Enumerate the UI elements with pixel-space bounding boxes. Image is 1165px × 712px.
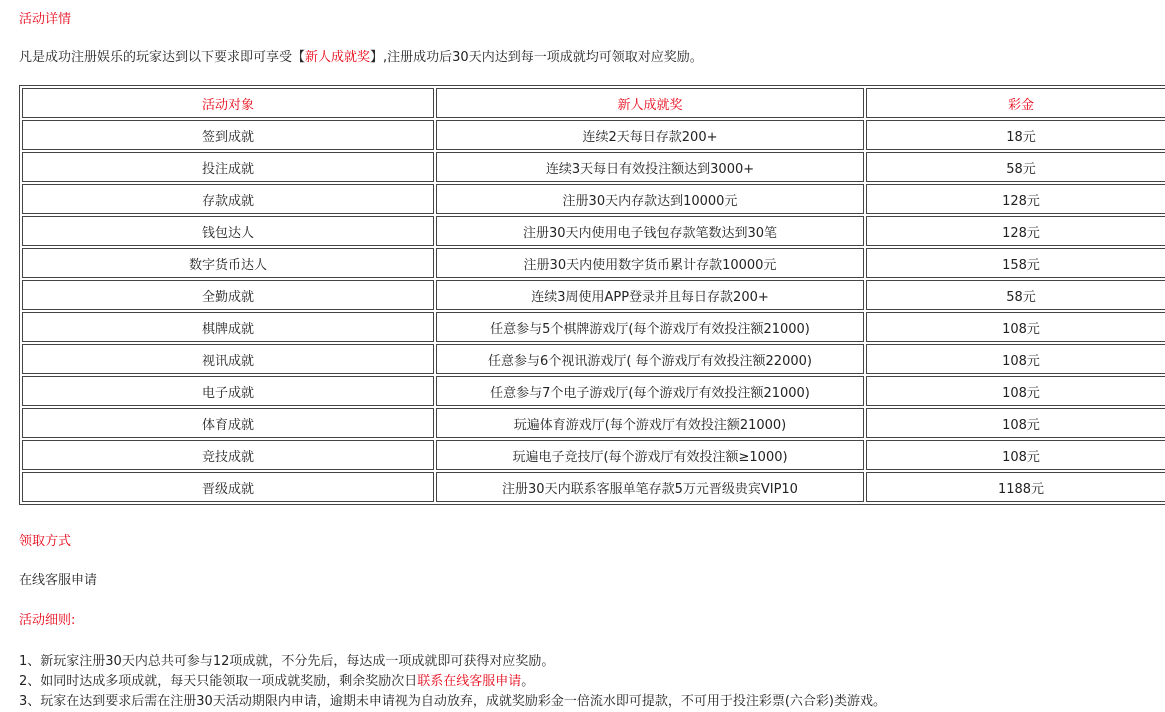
cell-bonus: 18元: [866, 120, 1165, 150]
cell-bonus: 108元: [866, 376, 1165, 406]
cell-target: 竞技成就: [22, 440, 434, 470]
table-row: [22, 120, 1165, 150]
cell-bonus: 108元: [866, 408, 1165, 438]
cell-requirement: 注册30天内存款达到10000元: [436, 184, 864, 214]
claim-title: 领取方式: [19, 534, 72, 549]
rule-item: [19, 692, 886, 712]
rule-item: [19, 652, 886, 672]
header-bonus: 彩金: [866, 88, 1165, 118]
table-row: [22, 216, 1165, 246]
rule-text: 3、玩家在达到要求后需在注册30天活动期限内申请，逾期未申请视为自动放弃，成就奖励彩金一倍流水即可提款，不可用于投注彩票(六合彩)类游戏。: [19, 694, 886, 709]
table-row: [22, 184, 1165, 214]
table-row: [22, 472, 1165, 502]
cell-requirement: 任意参与6个视讯游戏厅( 每个游戏厅有效投注额22000): [436, 344, 864, 374]
cell-requirement: 玩遍电子竞技厅(每个游戏厅有效投注额≥1000): [436, 440, 864, 470]
cell-target: 签到成就: [22, 120, 434, 150]
rules-list: [19, 652, 886, 712]
intro-text-after: 】,注册成功后30天内达到每一项成就均可领取对应奖励。: [370, 50, 703, 65]
table-row: [22, 376, 1165, 406]
header-target: 活动对象: [22, 88, 434, 118]
table-row: [22, 152, 1165, 182]
cell-requirement: 连续3周使用APP登录并且每日存款200+: [436, 280, 864, 310]
cell-requirement: 注册30天内联系客服单笔存款5万元晋级贵宾VIP10: [436, 472, 864, 502]
cell-bonus: 128元: [866, 216, 1165, 246]
cell-requirement: 任意参与7个电子游戏厅(每个游戏厅有效投注额21000): [436, 376, 864, 406]
table-row: [22, 344, 1165, 374]
table-row: [22, 248, 1165, 278]
cell-requirement: 连续2天每日存款200+: [436, 120, 864, 150]
cell-bonus: 158元: [866, 248, 1165, 278]
table-row: [22, 312, 1165, 342]
cell-target: 晋级成就: [22, 472, 434, 502]
table-row: [22, 408, 1165, 438]
cell-requirement: 注册30天内使用电子钱包存款笔数达到30笔: [436, 216, 864, 246]
intro-text-before: 凡是成功注册娱乐的玩家达到以下要求即可享受【: [19, 50, 306, 65]
cell-requirement: 任意参与5个棋牌游戏厅(每个游戏厅有效投注额21000): [436, 312, 864, 342]
table-header-row: [22, 88, 1165, 118]
cell-target: 体育成就: [22, 408, 434, 438]
contact-support-link: 联系在线客服申请: [417, 674, 522, 689]
section-title: 活动详情: [19, 12, 72, 27]
rule-text: 2、如同时达成多项成就，每天只能领取一项成就奖励，剩余奖励次日: [19, 674, 418, 689]
cell-target: 视讯成就: [22, 344, 434, 374]
table-row: [22, 440, 1165, 470]
cell-bonus: 58元: [866, 280, 1165, 310]
rewards-table: [19, 85, 1165, 505]
rules-title: 活动细则:: [19, 613, 76, 628]
cell-target: 钱包达人: [22, 216, 434, 246]
cell-bonus: 128元: [866, 184, 1165, 214]
rule-item: [19, 672, 886, 692]
intro-highlight: 新人成就奖: [305, 50, 371, 65]
cell-bonus: 1188元: [866, 472, 1165, 502]
cell-requirement: 注册30天内使用数字货币累计存款10000元: [436, 248, 864, 278]
intro-paragraph: [19, 50, 703, 66]
cell-bonus: 108元: [866, 344, 1165, 374]
table-row: [22, 280, 1165, 310]
cell-bonus: 108元: [866, 312, 1165, 342]
rule-text-after: 。: [521, 674, 535, 689]
cell-target: 棋牌成就: [22, 312, 434, 342]
cell-target: 投注成就: [22, 152, 434, 182]
cell-target: 全勤成就: [22, 280, 434, 310]
cell-target: 电子成就: [22, 376, 434, 406]
cell-requirement: 连续3天每日有效投注额达到3000+: [436, 152, 864, 182]
header-reward: 新人成就奖: [436, 88, 864, 118]
claim-method: 在线客服申请: [19, 573, 98, 588]
cell-requirement: 玩遍体育游戏厅(每个游戏厅有效投注额21000): [436, 408, 864, 438]
cell-bonus: 108元: [866, 440, 1165, 470]
cell-bonus: 58元: [866, 152, 1165, 182]
cell-target: 存款成就: [22, 184, 434, 214]
cell-target: 数字货币达人: [22, 248, 434, 278]
rule-text: 1、新玩家注册30天内总共可参与12项成就，不分先后，每达成一项成就即可获得对应奖励。: [19, 654, 555, 669]
